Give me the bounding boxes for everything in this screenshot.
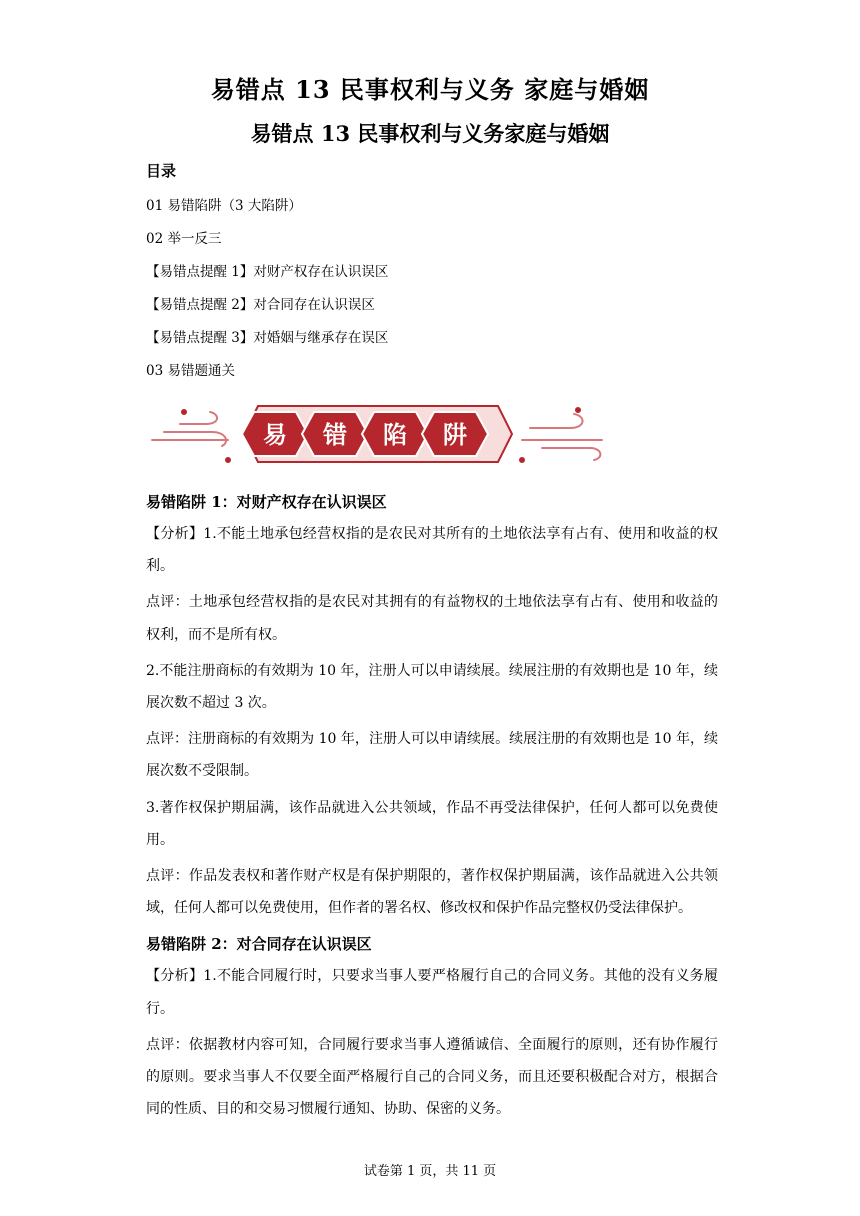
toc-item: 01 易错陷阱（3 大陷阱） [146, 198, 302, 214]
paragraph: 点评：注册商标的有效期为 10 年，注册人可以申请续展。续展注册的有效期也是 10 年，续展次数不受限制。 [146, 731, 718, 780]
toc-item: 【易错点提醒 2】对合同存在认识误区 [146, 297, 375, 313]
banner-char: 陷 [383, 421, 407, 449]
page-footer: 试卷第 1 页，共 11 页 [363, 1164, 497, 1179]
main-content [146, 486, 718, 1129]
banner-char: 阱 [443, 421, 467, 449]
paragraph: 【分析】1.不能土地承包经营权指的是农民对其所有的土地依法享有占有、使用和收益的权利。 [146, 526, 718, 575]
section-heading: 易错陷阱 2：对合同存在认识误区 [146, 935, 372, 954]
document-subtitle: 易错点 13 民事权利与义务家庭与婚姻 [250, 121, 610, 146]
paragraph: 2.不能注册商标的有效期为 10 年，注册人可以申请续展。续展注册的有效期也是 10 年，续展次数不超过 3 次。 [146, 662, 718, 712]
toc-item: 03 易错题通关 [146, 363, 235, 379]
banner-char: 易 [263, 421, 287, 449]
ornament-dot [519, 457, 525, 463]
right-scroll-ornament [522, 414, 602, 460]
toc-item: 【易错点提醒 1】对财产权存在认识误区 [146, 264, 389, 280]
table-of-contents [146, 193, 388, 391]
toc-heading: 目录 [146, 162, 177, 180]
paragraph: 3.著作权保护期届满，该作品就进入公共领域，作品不再受法律保护，任何人都可以免费使用。 [146, 799, 718, 848]
trap-banner [150, 398, 610, 470]
paragraph: 【分析】1.不能合同履行时，只要求当事人要严格履行自己的合同义务。其他的没有义务履行。 [146, 968, 718, 1017]
ornament-dot [225, 457, 231, 463]
section-heading: 易错陷阱 1：对财产权存在认识误区 [146, 493, 387, 511]
ornament-dot [575, 407, 581, 413]
paragraph: 点评：土地承包经营权指的是农民对其拥有的有益物权的土地依法享有占有、使用和收益的权利，而不是所有权。 [146, 594, 718, 643]
left-scroll-ornament [152, 412, 228, 446]
paragraph: 点评：作品发表权和著作财产权是有保护期限的，著作权保护期届满，该作品就进入公共领域，任何人都可以免费使用，但作者的署名权、修改权和保护作品完整权仍受法律保护。 [146, 868, 718, 917]
toc-item: 02 举一反三 [146, 231, 222, 247]
toc-item: 【易错点提醒 3】对婚姻与继承存在误区 [146, 330, 389, 346]
paragraph: 点评：依据教材内容可知，合同履行要求当事人遵循诚信、全面履行的原则，还有协作履行的原则。要求当事人不仅要全面严格履行自己的合同义务，而且还要积极配合对方，根据合同的性质、目的和交易习惯履行通知、协助、保密的义务。 [146, 1036, 718, 1118]
document-title: 易错点 13 民事权利与义务 家庭与婚姻 [210, 75, 650, 104]
banner-char: 错 [323, 421, 347, 449]
ornament-dot [181, 409, 187, 415]
